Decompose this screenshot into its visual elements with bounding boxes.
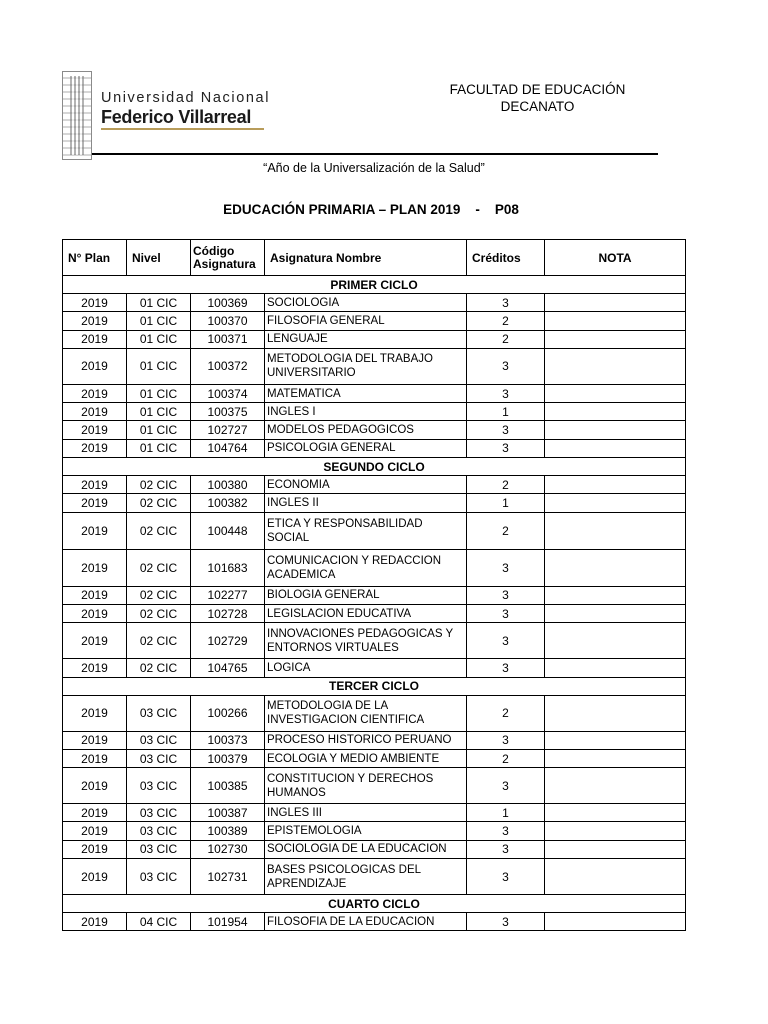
cell-codigo: 100379 (191, 749, 265, 767)
cell-creditos: 3 (467, 768, 545, 804)
cell-creditos: 3 (467, 348, 545, 384)
cell-nota (545, 494, 686, 512)
cell-nombre: MATEMATICA (265, 384, 467, 402)
cell-plan: 2019 (63, 421, 127, 439)
university-emblem-icon (62, 71, 92, 160)
column-header-nivel: Nivel (127, 240, 191, 276)
cycle-title: CUARTO CICLO (63, 895, 686, 913)
courses-table (62, 239, 686, 931)
cell-nota (545, 623, 686, 659)
cell-nombre: FILOSOFIA DE LA EDUCACION (265, 913, 467, 931)
cell-nombre: METODOLOGIA DE LA INVESTIGACION CIENTIFICA (265, 695, 467, 731)
cell-nombre: INNOVACIONES PEDAGOGICAS Y ENTORNOS VIRTUALES (265, 623, 467, 659)
column-header-nota: NOTA (545, 240, 686, 276)
table-row (63, 586, 686, 604)
cell-nivel: 02 CIC (127, 494, 191, 512)
cell-nombre: ETICA Y RESPONSABILIDAD SOCIAL (265, 512, 467, 549)
cell-plan: 2019 (63, 695, 127, 731)
cell-nota (545, 822, 686, 840)
cell-codigo: 104764 (191, 439, 265, 457)
cell-codigo: 100387 (191, 804, 265, 822)
table-row (63, 804, 686, 822)
cell-nota (545, 695, 686, 731)
cell-codigo: 104765 (191, 659, 265, 677)
cell-creditos: 1 (467, 494, 545, 512)
cell-codigo: 100375 (191, 403, 265, 421)
table-row (63, 348, 686, 384)
cell-nota (545, 384, 686, 402)
cycle-header-row (63, 276, 686, 294)
cell-plan: 2019 (63, 549, 127, 586)
cell-nivel: 02 CIC (127, 604, 191, 622)
column-header-nombre: Asignatura Nombre (265, 240, 467, 276)
cell-plan: 2019 (63, 840, 127, 858)
table-row (63, 859, 686, 895)
cell-codigo: 100385 (191, 768, 265, 804)
cell-nombre: LEGISLACION EDUCATIVA (265, 604, 467, 622)
faculty-name: FACULTAD DE EDUCACIÓN (449, 82, 626, 97)
cell-codigo: 100374 (191, 384, 265, 402)
office-name: DECANATO (500, 99, 575, 114)
cell-nombre: BIOLOGIA GENERAL (265, 586, 467, 604)
cell-creditos: 3 (467, 384, 545, 402)
cell-codigo: 100266 (191, 695, 265, 731)
table-row (63, 384, 686, 402)
cell-plan: 2019 (63, 348, 127, 384)
cell-plan: 2019 (63, 768, 127, 804)
cell-nivel: 01 CIC (127, 421, 191, 439)
cell-plan: 2019 (63, 312, 127, 330)
faculty-heading (400, 81, 675, 115)
cell-nombre: BASES PSICOLOGICAS DEL APRENDIZAJE (265, 859, 467, 895)
cell-nota (545, 659, 686, 677)
cell-nombre: FILOSOFIA GENERAL (265, 312, 467, 330)
cell-plan: 2019 (63, 294, 127, 312)
cell-creditos: 3 (467, 586, 545, 604)
cell-nombre: ECOLOGIA Y MEDIO AMBIENTE (265, 749, 467, 767)
cell-creditos: 2 (467, 749, 545, 767)
cell-creditos: 2 (467, 695, 545, 731)
cell-nombre: SOCIOLOGIA (265, 294, 467, 312)
cell-nivel: 01 CIC (127, 439, 191, 457)
cell-nombre: CONSTITUCION Y DERECHOS HUMANOS (265, 768, 467, 804)
column-header-creditos: Créditos (467, 240, 545, 276)
cell-nivel: 02 CIC (127, 586, 191, 604)
cell-nota (545, 330, 686, 348)
table-row (63, 494, 686, 512)
cell-nombre: EPISTEMOLOGIA (265, 822, 467, 840)
courses-table-body (63, 276, 686, 931)
cell-nombre: MODELOS PEDAGOGICOS (265, 421, 467, 439)
document-title: EDUCACIÓN PRIMARIA – PLAN 2019 - P08 (223, 202, 519, 217)
table-row (63, 512, 686, 549)
cell-nivel: 03 CIC (127, 768, 191, 804)
header-divider (92, 153, 658, 155)
cell-nivel: 03 CIC (127, 731, 191, 749)
cell-nivel: 01 CIC (127, 384, 191, 402)
cell-nombre: INGLES II (265, 494, 467, 512)
cell-creditos: 3 (467, 859, 545, 895)
cell-creditos: 2 (467, 476, 545, 494)
cell-plan: 2019 (63, 731, 127, 749)
table-row (63, 749, 686, 767)
cell-plan: 2019 (63, 586, 127, 604)
cell-creditos: 2 (467, 312, 545, 330)
university-name-line2: Federico Villarreal (101, 107, 252, 127)
table-row (63, 476, 686, 494)
university-name-line1: Universidad Nacional (101, 90, 271, 106)
cell-nota (545, 549, 686, 586)
cell-creditos: 3 (467, 822, 545, 840)
cell-creditos: 3 (467, 604, 545, 622)
cell-nivel: 04 CIC (127, 913, 191, 931)
cell-nota (545, 403, 686, 421)
cell-codigo: 101954 (191, 913, 265, 931)
cell-nombre: PSICOLOGIA GENERAL (265, 439, 467, 457)
table-row (63, 439, 686, 457)
cell-creditos: 3 (467, 421, 545, 439)
cell-nombre: ECONOMIA (265, 476, 467, 494)
cell-nivel: 01 CIC (127, 348, 191, 384)
cycle-title: SEGUNDO CICLO (63, 458, 686, 476)
cell-nivel: 02 CIC (127, 549, 191, 586)
cell-codigo: 102728 (191, 604, 265, 622)
cycle-header-row (63, 895, 686, 913)
cell-nota (545, 439, 686, 457)
table-row (63, 659, 686, 677)
cell-plan: 2019 (63, 659, 127, 677)
cell-codigo: 102730 (191, 840, 265, 858)
table-row (63, 731, 686, 749)
cell-plan: 2019 (63, 384, 127, 402)
column-header-plan: N° Plan (63, 240, 127, 276)
cell-creditos: 2 (467, 330, 545, 348)
cell-nota (545, 312, 686, 330)
cell-nivel: 03 CIC (127, 695, 191, 731)
cell-codigo: 100369 (191, 294, 265, 312)
cell-codigo: 100448 (191, 512, 265, 549)
cell-nota (545, 913, 686, 931)
cell-nivel: 03 CIC (127, 859, 191, 895)
cell-nota (545, 859, 686, 895)
column-header-codigo: Código Asignatura (191, 240, 265, 276)
cell-nombre: PROCESO HISTORICO PERUANO (265, 731, 467, 749)
table-row (63, 312, 686, 330)
cell-nota (545, 348, 686, 384)
cell-creditos: 3 (467, 659, 545, 677)
cycle-title: TERCER CICLO (63, 677, 686, 695)
cell-plan: 2019 (63, 913, 127, 931)
cell-creditos: 1 (467, 804, 545, 822)
cell-plan: 2019 (63, 822, 127, 840)
table-row (63, 604, 686, 622)
cell-plan: 2019 (63, 512, 127, 549)
cell-plan: 2019 (63, 439, 127, 457)
cycle-title: PRIMER CICLO (63, 276, 686, 294)
cell-nota (545, 512, 686, 549)
cell-nivel: 01 CIC (127, 330, 191, 348)
cell-nota (545, 731, 686, 749)
cell-creditos: 3 (467, 294, 545, 312)
cycle-header-row (63, 677, 686, 695)
logo-underline (101, 128, 264, 130)
cell-creditos: 3 (467, 913, 545, 931)
cell-nota (545, 586, 686, 604)
cell-plan: 2019 (63, 859, 127, 895)
cell-nombre: LOGICA (265, 659, 467, 677)
cell-codigo: 100389 (191, 822, 265, 840)
cell-plan: 2019 (63, 494, 127, 512)
table-row (63, 403, 686, 421)
cell-creditos: 3 (467, 549, 545, 586)
cell-nota (545, 804, 686, 822)
cell-creditos: 3 (467, 731, 545, 749)
cell-codigo: 100382 (191, 494, 265, 512)
cell-nivel: 03 CIC (127, 749, 191, 767)
cell-codigo: 101683 (191, 549, 265, 586)
cell-creditos: 1 (467, 403, 545, 421)
cell-nivel: 01 CIC (127, 312, 191, 330)
table-row (63, 330, 686, 348)
table-header-row (63, 240, 686, 276)
cell-nota (545, 604, 686, 622)
cell-codigo: 102277 (191, 586, 265, 604)
cell-codigo: 102729 (191, 623, 265, 659)
table-row (63, 623, 686, 659)
cell-nivel: 02 CIC (127, 476, 191, 494)
cell-plan: 2019 (63, 476, 127, 494)
cell-plan: 2019 (63, 403, 127, 421)
cell-nombre: LENGUAJE (265, 330, 467, 348)
table-row (63, 913, 686, 931)
cell-nombre: INGLES III (265, 804, 467, 822)
table-row (63, 840, 686, 858)
table-row (63, 768, 686, 804)
university-logo (101, 90, 270, 127)
cell-nivel: 02 CIC (127, 512, 191, 549)
cell-nota (545, 476, 686, 494)
cell-plan: 2019 (63, 604, 127, 622)
cycle-header-row (63, 458, 686, 476)
cell-creditos: 3 (467, 439, 545, 457)
cell-creditos: 3 (467, 840, 545, 858)
table-row (63, 695, 686, 731)
table-row (63, 421, 686, 439)
table-row (63, 822, 686, 840)
cell-nivel: 03 CIC (127, 840, 191, 858)
table-row (63, 294, 686, 312)
cell-nombre: INGLES I (265, 403, 467, 421)
cell-nota (545, 749, 686, 767)
cell-nota (545, 768, 686, 804)
cell-nivel: 02 CIC (127, 623, 191, 659)
cell-nivel: 03 CIC (127, 822, 191, 840)
cell-codigo: 100380 (191, 476, 265, 494)
cell-creditos: 2 (467, 512, 545, 549)
cell-nota (545, 421, 686, 439)
cell-creditos: 3 (467, 623, 545, 659)
cell-plan: 2019 (63, 623, 127, 659)
cell-plan: 2019 (63, 804, 127, 822)
cell-codigo: 100370 (191, 312, 265, 330)
cell-codigo: 102727 (191, 421, 265, 439)
cell-nombre: SOCIOLOGIA DE LA EDUCACION (265, 840, 467, 858)
cell-nombre: COMUNICACION Y REDACCION ACADEMICA (265, 549, 467, 586)
year-motto: “Año de la Universalización de la Salud” (263, 161, 485, 175)
cell-nota (545, 294, 686, 312)
cell-codigo: 100373 (191, 731, 265, 749)
table-row (63, 549, 686, 586)
cell-nivel: 01 CIC (127, 294, 191, 312)
cell-codigo: 100372 (191, 348, 265, 384)
cell-codigo: 102731 (191, 859, 265, 895)
cell-plan: 2019 (63, 749, 127, 767)
cell-nivel: 03 CIC (127, 804, 191, 822)
cell-nivel: 02 CIC (127, 659, 191, 677)
cell-nivel: 01 CIC (127, 403, 191, 421)
cell-codigo: 100371 (191, 330, 265, 348)
cell-nombre: METODOLOGIA DEL TRABAJO UNIVERSITARIO (265, 348, 467, 384)
cell-nota (545, 840, 686, 858)
cell-plan: 2019 (63, 330, 127, 348)
